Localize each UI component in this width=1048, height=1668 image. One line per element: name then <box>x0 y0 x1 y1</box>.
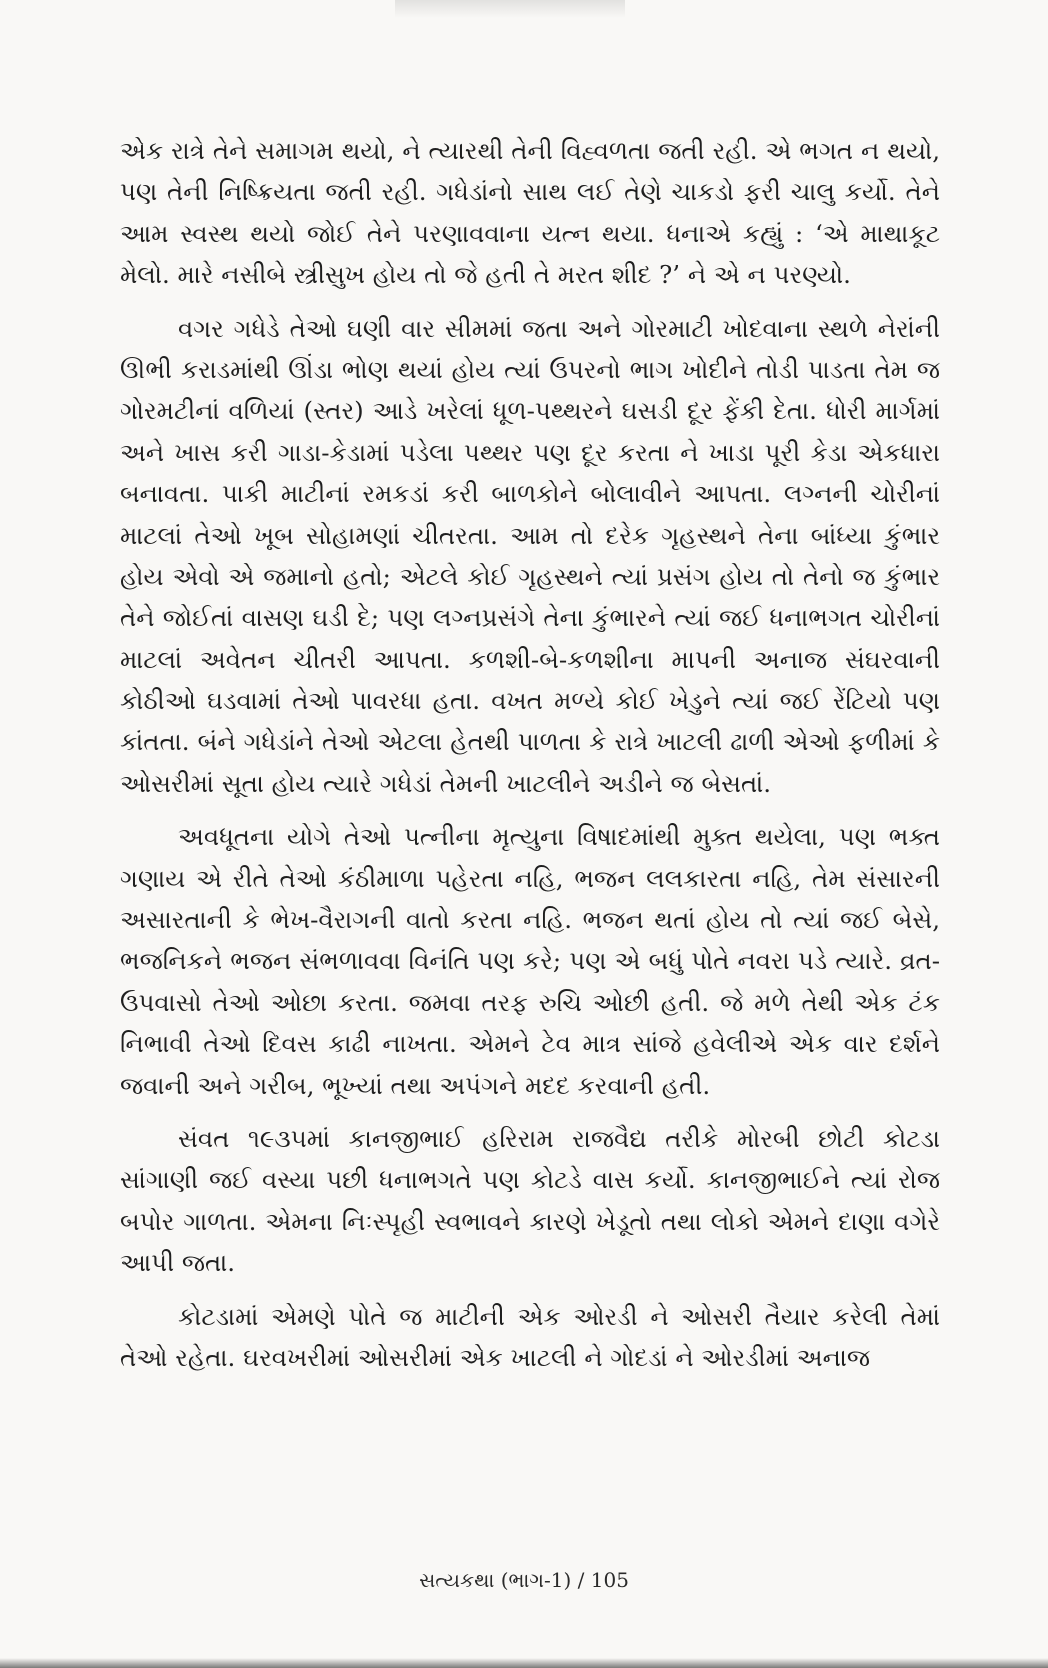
paragraph-4: સંવત ૧૯૩૫માં કાનજીભાઈ હરિરામ રાજવૈદ્ય તરીકે મોરબી છોટી કોટડા સાંગાણી જઈ વસ્યા પછી ધનાભગતે પણ કોટડે વાસ કર્યો. કાનજીભાઈને ત્યાં રોજ બપોર ગાળતા. એમના નિઃસ્પૃહી સ્વભાવને કારણે ખેડૂતો તથા લોકો એમને દાણા વગેરે આપી જતા. <box>120 1123 940 1278</box>
body-text <box>120 130 940 1378</box>
scan-bottom-edge <box>0 1658 1048 1668</box>
page-footer: સત્યકથા (ભાગ-1) / 105 <box>419 1568 629 1592</box>
paragraph-1: એક રાત્રે તેને સમાગમ થયો, ને ત્યારથી તેની વિહ્વળતા જતી રહી. એ ભગત ન થયો, પણ તેની નિષ્ક્રિયતા જતી રહી. ગધેડાંનો સાથ લઈ તેણે ચાકડો ફરી ચાલુ કર્યો. તેને આમ સ્વસ્થ થયો જોઈ તેને પરણાવવાના યત્ન થયા. ધનાએ કહ્યું : ‘એ માથાકૂટ મેલો. મારે નસીબે સ્ત્રીસુખ હોય તો જે હતી તે મરત શીદ ?’ ને એ ન પરણ્યો. <box>120 136 940 290</box>
paragraph-3: અવધૂતના યોગે તેઓ પત્નીના મૃત્યુના વિષાદમાંથી મુક્ત થયેલા, પણ ભક્ત ગણાય એ રીતે તેઓ કંઠીમાળા પહેરતા નહિ, ભજન લલકારતા નહિ, તેમ સંસારની અસારતાની કે ભેખ-વૈરાગની વાતો કરતા નહિ. ભજન થતાં હોય તો ત્યાં જઈ બેસે, ભજનિકને ભજન સંભળાવવા વિનંતિ પણ કરે; પણ એ બધું પોતે નવરા પડે ત્યારે. વ્રત-ઉપવાસો તેઓ ઓછા કરતા. જમવા તરફ રુચિ ઓછી હતી. જે મળે તેથી એક ટંક નિભાવી તેઓ દિવસ કાઢી નાખતા. એમને ટેવ માત્ર સાંજે હવેલીએ એક વાર દર્શને જવાની અને ગરીબ, ભૂખ્યાં તથા અપંગને મદદ કરવાની હતી. <box>120 822 940 1100</box>
scan-smudge <box>395 0 625 18</box>
paragraph-2: વગર ગધેડે તેઓ ઘણી વાર સીમમાં જતા અને ગોરમાટી ખોદવાના સ્થળે નેરાંની ઊભી કરાડમાંથી ઊંડા ભોણ થયાં હોય ત્યાં ઉપરનો ભાગ ખોદીને તોડી પાડતા તેમ જ ગોરમટીનાં વળિયાં (સ્તર) આડે ખરેલાં ધૂળ-પથ્થરને ઘસડી દૂર ફેંકી દેતા. ધોરી માર્ગમાં અને ખાસ કરી ગાડા-કેડામાં પડેલા પથ્થર પણ દૂર કરતા ને ખાડા પૂરી કેડા એકધારા બનાવતા. પાકી માટીનાં રમકડાં કરી બાળકોને બોલાવીને આપતા. લગ્નની ચોરીનાં માટલાં તેઓ ખૂબ સોહામણાં ચીતરતા. આમ તો દરેક ગૃહસ્થને તેના બાંધ્યા કુંભાર હોય એવો એ જમાનો હતો; એટલે કોઈ ગૃહસ્થને ત્યાં પ્રસંગ હોય તો તેનો જ કુંભાર તેને જોઈતાં વાસણ ઘડી દે; પણ લગ્નપ્રસંગે તેના કુંભારને ત્યાં જઈ ધનાભગત ચોરીનાં માટલાં અવેતન ચીતરી આપતા. કળશી-બે-કળશીના માપની અનાજ સંઘરવાની કોઠીઓ ઘડવામાં તેઓ પાવરધા હતા. વખત મળ્યે કોઈ ખેડુને ત્યાં જઈ રેંટિયો પણ કાંતતા. બંને ગધેડાંને તેઓ એટલા હેતથી પાળતા કે રાત્રે ખાટલી ઢાળી એઓ ફળીમાં કે ઓસરીમાં સૂતા હોય ત્યારે ગધેડાં તેમની ખાટલીને અડીને જ બેસતાં. <box>120 313 940 798</box>
paragraph-5: કોટડામાં એમણે પોતે જ માટીની એક ઓરડી ને ઓસરી તૈયાર કરેલી તેમાં તેઓ રહેતા. ઘરવખરીમાં ઓસરીમાં એક ખાટલી ને ગોદડાં ને ઓરડીમાં અનાજ <box>120 1301 940 1372</box>
